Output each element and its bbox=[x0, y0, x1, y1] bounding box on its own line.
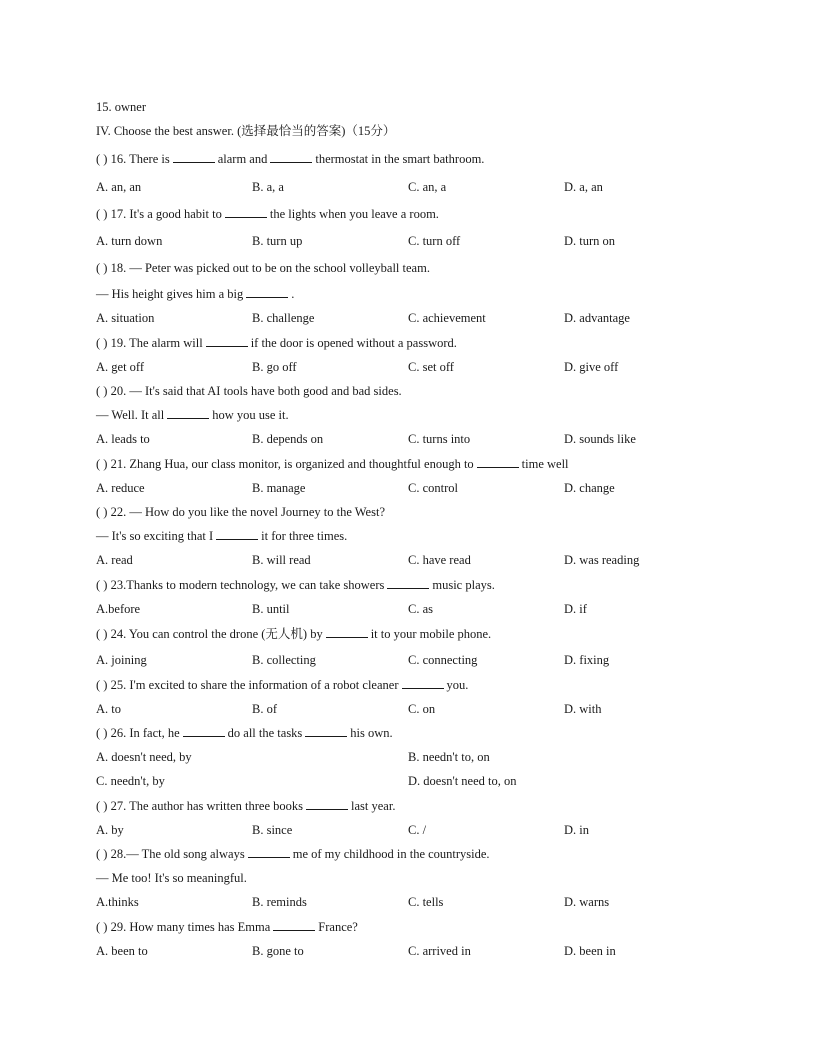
option-a[interactable]: A. an, an bbox=[96, 180, 142, 194]
blank[interactable] bbox=[477, 456, 519, 468]
option-a[interactable]: A. leads to bbox=[96, 432, 150, 446]
answer-paren[interactable]: ( ) bbox=[96, 627, 108, 641]
question-21: ( ) 21. Zhang Hua, our class monitor, is organized and thoughtful enough to time well bbox=[96, 457, 569, 471]
option-d[interactable]: D. sounds like bbox=[564, 432, 636, 446]
option-b[interactable]: B. until bbox=[252, 602, 290, 616]
option-d[interactable]: D. if bbox=[564, 602, 587, 616]
option-d[interactable]: D. give off bbox=[564, 360, 619, 374]
question-20: ( ) 20. — It's said that AI tools have both good and bad sides. bbox=[96, 384, 402, 398]
answer-paren[interactable]: ( ) bbox=[96, 261, 108, 275]
option-d[interactable]: D. doesn't need to, on bbox=[408, 774, 517, 788]
option-c[interactable]: C. achievement bbox=[408, 311, 486, 325]
option-b[interactable]: B. a, a bbox=[252, 180, 284, 194]
option-b[interactable]: B. turn up bbox=[252, 234, 303, 248]
question-19: ( ) 19. The alarm will if the door is opened without a password. bbox=[96, 336, 457, 350]
option-c[interactable]: C. / bbox=[408, 823, 427, 837]
option-d[interactable]: D. fixing bbox=[564, 653, 610, 667]
option-b[interactable]: B. needn't to, on bbox=[408, 750, 490, 764]
question-26: ( ) 26. In fact, he do all the tasks his own. bbox=[96, 726, 393, 740]
answer-paren[interactable]: ( ) bbox=[96, 578, 108, 592]
option-b[interactable]: B. since bbox=[252, 823, 293, 837]
option-b[interactable]: B. collecting bbox=[252, 653, 316, 667]
blank[interactable] bbox=[183, 725, 225, 737]
option-c[interactable]: C. arrived in bbox=[408, 944, 471, 958]
item-15: 15. owner bbox=[96, 100, 146, 114]
blank[interactable] bbox=[402, 677, 444, 689]
blank[interactable] bbox=[270, 151, 312, 163]
blank[interactable] bbox=[248, 846, 290, 858]
question-16: ( ) 16. There is alarm and thermostat in the smart bathroom. bbox=[96, 152, 485, 166]
option-d[interactable]: D. in bbox=[564, 823, 589, 837]
blank[interactable] bbox=[216, 528, 258, 540]
option-d[interactable]: D. turn on bbox=[564, 234, 616, 248]
option-d[interactable]: D. advantage bbox=[564, 311, 630, 325]
answer-paren[interactable]: ( ) bbox=[96, 799, 108, 813]
question-27: ( ) 27. The author has written three books last year. bbox=[96, 799, 396, 813]
option-d[interactable]: D. change bbox=[564, 481, 615, 495]
option-a[interactable]: A. read bbox=[96, 553, 133, 567]
blank[interactable] bbox=[305, 725, 347, 737]
option-b[interactable]: B. manage bbox=[252, 481, 306, 495]
question-29: ( ) 29. How many times has Emma France? bbox=[96, 920, 358, 934]
answer-paren[interactable]: ( ) bbox=[96, 207, 108, 221]
option-a[interactable]: A.thinks bbox=[96, 895, 139, 909]
section-heading: IV. Choose the best answer. (选择最恰当的答案)（15分） bbox=[96, 124, 396, 138]
question-22: ( ) 22. — How do you like the novel Journey to the West? bbox=[96, 505, 385, 519]
option-a[interactable]: A. by bbox=[96, 823, 124, 837]
question-18: ( ) 18. — Peter was picked out to be on the school volleyball team. bbox=[96, 261, 430, 275]
option-c[interactable]: C. tells bbox=[408, 895, 444, 909]
option-c[interactable]: C. control bbox=[408, 481, 458, 495]
option-c[interactable]: C. have read bbox=[408, 553, 471, 567]
blank[interactable] bbox=[173, 151, 215, 163]
option-a[interactable]: A. doesn't need, by bbox=[96, 750, 192, 764]
option-d[interactable]: D. been in bbox=[564, 944, 616, 958]
option-b[interactable]: B. challenge bbox=[252, 311, 315, 325]
answer-paren[interactable]: ( ) bbox=[96, 152, 108, 166]
option-a[interactable]: A. to bbox=[96, 702, 121, 716]
blank[interactable] bbox=[273, 919, 315, 931]
option-d[interactable]: D. warns bbox=[564, 895, 610, 909]
question-25: ( ) 25. I'm excited to share the information of a robot cleaner you. bbox=[96, 678, 469, 692]
question-22-line2: — It's so exciting that I it for three times. bbox=[96, 529, 348, 543]
answer-paren[interactable]: ( ) bbox=[96, 457, 108, 471]
option-b[interactable]: B. of bbox=[252, 702, 277, 716]
option-a[interactable]: A. situation bbox=[96, 311, 155, 325]
option-c[interactable]: C. connecting bbox=[408, 653, 478, 667]
answer-paren[interactable]: ( ) bbox=[96, 505, 108, 519]
option-c[interactable]: C. needn't, by bbox=[96, 774, 165, 788]
blank[interactable] bbox=[306, 798, 348, 810]
option-c[interactable]: C. as bbox=[408, 602, 433, 616]
blank[interactable] bbox=[206, 335, 248, 347]
option-b[interactable]: B. go off bbox=[252, 360, 297, 374]
answer-paren[interactable]: ( ) bbox=[96, 336, 108, 350]
answer-paren[interactable]: ( ) bbox=[96, 920, 108, 934]
option-a[interactable]: A. joining bbox=[96, 653, 147, 667]
question-28-line2: — Me too! It's so meaningful. bbox=[96, 871, 247, 885]
blank[interactable] bbox=[167, 407, 209, 419]
question-18-line2: — His height gives him a big . bbox=[96, 287, 295, 301]
blank[interactable] bbox=[326, 626, 368, 638]
answer-paren[interactable]: ( ) bbox=[96, 847, 108, 861]
answer-paren[interactable]: ( ) bbox=[96, 678, 108, 692]
option-c[interactable]: C. set off bbox=[408, 360, 454, 374]
blank[interactable] bbox=[387, 577, 429, 589]
option-d[interactable]: D. with bbox=[564, 702, 602, 716]
question-23: ( ) 23.Thanks to modern technology, we can take showers music plays. bbox=[96, 578, 495, 592]
question-17: ( ) 17. It's a good habit to the lights when you leave a room. bbox=[96, 207, 439, 221]
question-28: ( ) 28.— The old song always me of my childhood in the countryside. bbox=[96, 847, 490, 861]
option-b[interactable]: B. gone to bbox=[252, 944, 304, 958]
blank[interactable] bbox=[246, 286, 288, 298]
option-b[interactable]: B. depends on bbox=[252, 432, 324, 446]
option-a[interactable]: A. turn down bbox=[96, 234, 163, 248]
option-d[interactable]: D. a, an bbox=[564, 180, 603, 194]
answer-paren[interactable]: ( ) bbox=[96, 384, 108, 398]
option-b[interactable]: B. will read bbox=[252, 553, 311, 567]
option-c[interactable]: C. on bbox=[408, 702, 436, 716]
option-b[interactable]: B. reminds bbox=[252, 895, 307, 909]
question-20-line2: — Well. It all how you use it. bbox=[96, 408, 289, 422]
option-a[interactable]: A. reduce bbox=[96, 481, 145, 495]
option-c[interactable]: C. turns into bbox=[408, 432, 471, 446]
option-c[interactable]: C. turn off bbox=[408, 234, 461, 248]
option-d[interactable]: D. was reading bbox=[564, 553, 640, 567]
answer-paren[interactable]: ( ) bbox=[96, 726, 108, 740]
option-a[interactable]: A.before bbox=[96, 602, 141, 616]
option-c[interactable]: C. an, a bbox=[408, 180, 447, 194]
option-a[interactable]: A. get off bbox=[96, 360, 145, 374]
blank[interactable] bbox=[225, 206, 267, 218]
question-24: ( ) 24. You can control the drone (无人机) by it to your mobile phone. bbox=[96, 627, 492, 641]
option-a[interactable]: A. been to bbox=[96, 944, 148, 958]
